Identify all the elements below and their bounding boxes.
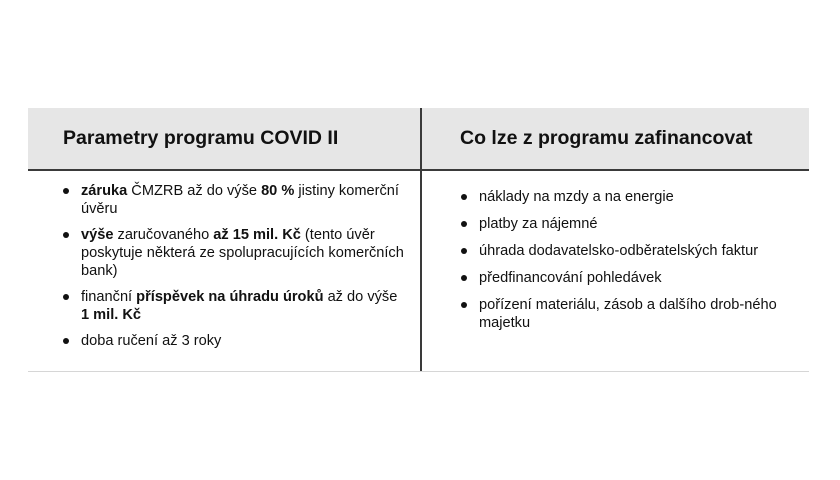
financeable-items-list bbox=[459, 188, 799, 341]
info-table bbox=[28, 108, 809, 372]
list-item: náklady na mzdy a na energie bbox=[459, 188, 799, 206]
list-item: výše zaručovaného až 15 mil. Kč (tento úvěr poskytuje některá ze spolupracujících komerčních bank) bbox=[61, 226, 406, 280]
list-item: pořízení materiálu, zásob a dalšího drob-ného majetku bbox=[459, 296, 799, 332]
list-item: doba ručení až 3 roky bbox=[61, 332, 406, 350]
list-item: záruka ČMZRB až do výše 80 % jistiny komerční úvěru bbox=[61, 182, 406, 218]
list-item: finanční příspěvek na úhradu úroků až do výše 1 mil. Kč bbox=[61, 288, 406, 324]
column-divider bbox=[420, 108, 422, 371]
header-what-can-be-financed: Co lze z programu zafinancovat bbox=[460, 127, 753, 149]
list-item: platby za nájemné bbox=[459, 215, 799, 233]
header-program-parameters: Parametry programu COVID II bbox=[63, 127, 339, 149]
table-header bbox=[28, 108, 809, 171]
list-item: předfinancování pohledávek bbox=[459, 269, 799, 287]
list-item: úhrada dodavatelsko-odběratelských faktur bbox=[459, 242, 799, 260]
program-parameters-list bbox=[61, 182, 406, 358]
